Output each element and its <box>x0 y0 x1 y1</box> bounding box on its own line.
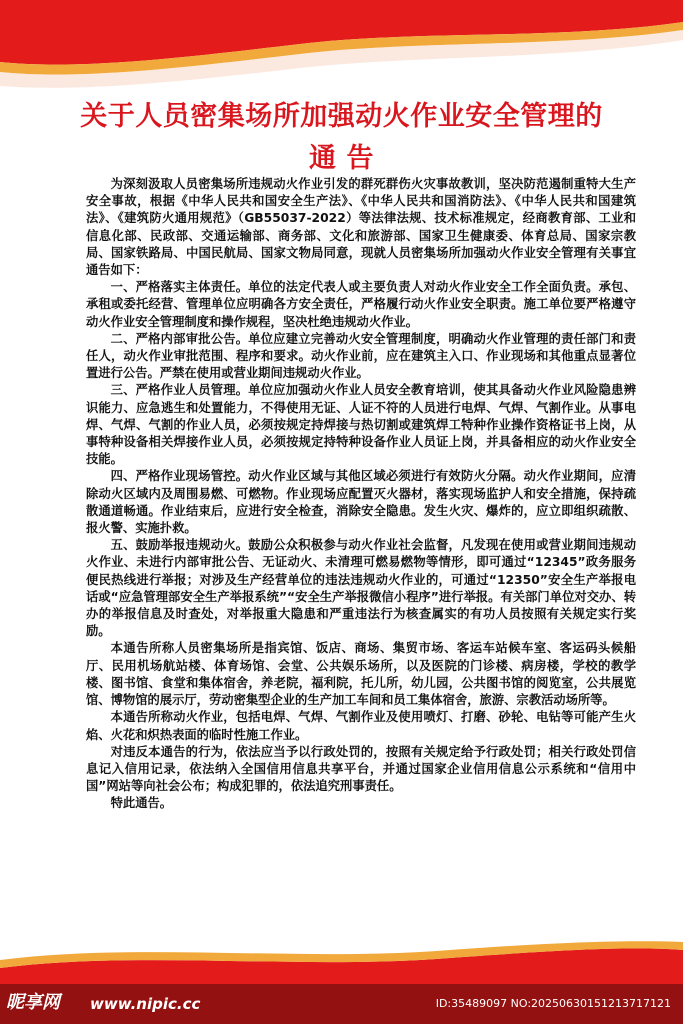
notice-title <box>20 96 663 180</box>
image-id: ID:35489097 NO:20250630151213717121 <box>435 997 671 1010</box>
paragraph-penalties: 对违反本通告的行为，依法应当予以行政处罚的，按照有关规定给予行政处罚；相关行政处罚信息记入信用记录，依法纳入全国信用信息共享平台，并通过国家企业信用信息公示系统和“信用中国”网站等向社会公布；构成犯罪的，依法追究刑事责任。 <box>86 744 636 794</box>
paragraph-reporting: 五、鼓励举报违规动火。鼓励公众积极参与动火作业社会监督，凡发现在使用或营业期间违规动火作业、未进行内部审批公告、无证动火、未清理可燃易燃物等情形，即可通过“12345”政务服务便民热线进行举报；对涉及生产经营单位的违法违规动火作业的，可通过“12350”安全生产举报电话或“应急管理部安全生产举报系统”“安全生产举报微信小程序”进行举报。有关部门单位对交办、转办的举报信息及时查处，对举报重大隐患和严重违法行为核查属实的有功人员按照有关规定实行奖励。 <box>86 538 636 639</box>
notice-body <box>86 176 636 813</box>
paragraph-personnel: 三、严格作业人员管理。单位应加强动火作业人员安全教育培训，使其具备动火作业风险隐患辨识能力、应急逃生和处置能力，不得使用无证、人证不符的人员进行电焊、气焊、气割作业。从事电焊、气焊、气割的作业人员，必须按规定持焊接与热切割或建筑焊工特种作业操作资格证书上岗，从事特种设备相关焊接作业人员，必须按规定持特种设备作业人员证上岗，并具备相应的动火作业安全技能。 <box>86 383 636 467</box>
title-line-2: 通 告 <box>309 143 374 174</box>
paragraph-definition-places: 本通告所称人员密集场所是指宾馆、饭店、商场、集贸市场、客运车站候车室、客运码头候船厅、民用机场航站楼、体育场馆、会堂、公共娱乐场所，以及医院的门诊楼、病房楼，学校的教学楼、图书馆、食堂和集体宿舍，养老院，福利院，托儿所，幼儿园，公共图书馆的阅览室，公共展览馆、博物馆的展示厅，劳动密集型企业的生产加工车间和员工集体宿舍，旅游、宗教活动场所等。 <box>86 641 636 708</box>
site-logo: 昵享网 <box>6 992 60 1013</box>
intro-paragraph: 为深刻汲取人员密集场所违规动火作业引发的群死群伤火灾事故教训，坚决防范遏制重特大生产安全事故，根据《中华人民共和国安全生产法》、《中华人民共和国消防法》、《中华人民共和国建筑法》、《建筑防火通用规范》（GB55037-2022）等法律法规、技术标准规定，经商教育部、工业和信息化部、民政部、交通运输部、商务部、文化和旅游部、国家卫生健康委、体育总局、国家宗教局、国家铁路局、中国民航局、国家文物局同意，现就人员密集场所加强动火作业安全管理有关事宜通告如下： <box>86 177 636 278</box>
paragraph-definition-hotwork: 本通告所称动火作业，包括电焊、气焊、气割作业及使用喷灯、打磨、砂轮、电钻等可能产生火焰、火花和炽热表面的临时性施工作业。 <box>86 710 636 742</box>
paragraph-approval: 二、严格内部审批公告。单位应建立完善动火安全管理制度，明确动火作业管理的责任部门和责任人，动火作业审批范围、程序和要求。动火作业前，应在建筑主入口、作业现场和其他重点显著位置进行公告。严禁在使用或营业期间违规动火作业。 <box>86 331 636 381</box>
top-wave-decoration <box>0 0 683 110</box>
paragraph-responsibility: 一、严格落实主体责任。单位的法定代表人或主要负责人对动火作业安全工作全面负责。承包、承租或委托经营、管理单位应明确各方安全责任，严格履行动火作业安全职责。施工单位要严格遵守动火作业安全管理制度和操作规程，坚决杜绝违规动火作业。 <box>86 280 636 329</box>
title-line-1: 关于人员密集场所加强动火作业安全管理的 <box>80 101 603 132</box>
paragraph-site-control: 四、严格作业现场管控。动火作业区域与其他区域必须进行有效防火分隔。动火作业期间，应清除动火区域内及周围易燃、可燃物。作业现场应配置灭火器材，落实现场监护人和安全措施，保持疏散通道畅通。作业结束后，应进行安全检查，消除安全隐患。发生火灾、爆炸的，应立即组织疏散、报火警、实施扑救。 <box>86 469 636 536</box>
site-url: www.nipic.cc <box>90 995 201 1013</box>
paragraph-closing: 特此通告。 <box>110 796 173 811</box>
